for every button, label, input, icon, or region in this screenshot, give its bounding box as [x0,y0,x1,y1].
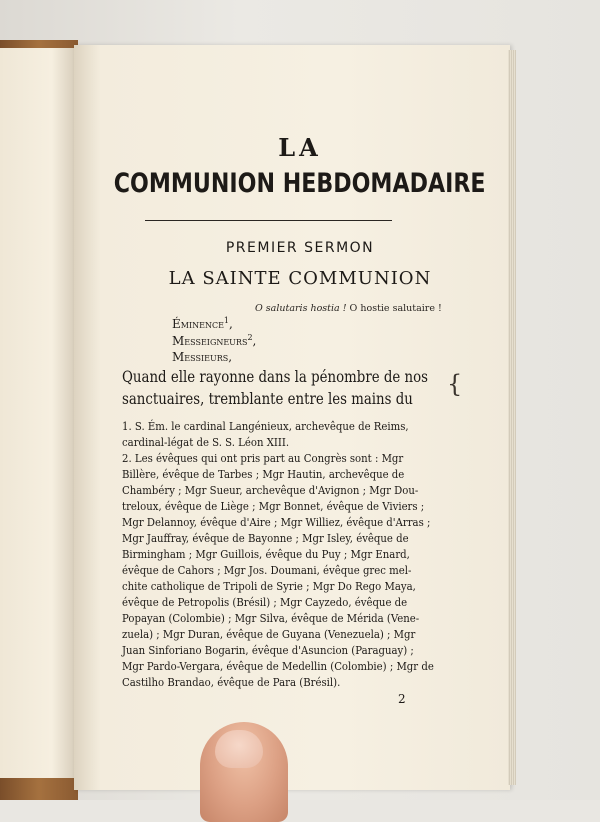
book-title: COMMUNION HEBDOMADAIRE [113,168,486,199]
title-divider [145,220,392,221]
footnote-line: Mgr Jauffray, évêque de Bayonne ; Mgr Isley, évêque de [122,532,409,545]
address-line: Messieurs, [172,350,233,364]
address-line: Messeigneurs$^2$, [172,333,257,348]
address-line: Éminence$^1$, [172,316,233,331]
epigraph-latin: O salutaris hostia ! [255,303,347,314]
footnote-line: Mgr Pardo-Vergara, évêque de Medellin (Colombie) ; Mgr de [122,660,434,673]
footnote-line: évêque de Petropolis (Brésil) ; Mgr Cayzedo, évêque de [122,596,408,609]
footnote-mark: 2 [247,333,253,342]
footnote-line: Chambéry ; Mgr Sueur, archevêque d'Avignon ; Mgr Dou- [122,484,419,497]
thumbnail-nail [215,730,263,768]
continuation-bracket: { [447,370,463,398]
footnote-line: 2. Les évêques qui ont pris part au Congrès sont : Mgr [122,452,404,465]
footnote-line: 1. S. Ém. le cardinal Langénieux, archevêque de Reims, [122,420,409,433]
footnote-line: Billère, évêque de Tarbes ; Mgr Hautin, archevêque de [122,468,405,481]
footnote-line: évêque de Cahors ; Mgr Jos. Doumani, évêque grec mel- [122,564,412,577]
footnote-line: treloux, évêque de Liège ; Mgr Bonnet, évêque de Viviers ; [122,500,425,513]
footnote-line: Popayan (Colombie) ; Mgr Silva, évêque de Mérida (Vene- [122,612,420,625]
footnote-line: Birmingham ; Mgr Guillois, évêque du Puy ; Mgr Enard, [122,548,410,561]
body-text-line: Quand elle rayonne dans la pénombre de nos [122,368,428,386]
page-number: 2 [398,692,406,706]
sermon-label: PREMIER SERMON [225,240,375,256]
footnote-line: Castilho Brandao, évêque de Para (Brésil). [122,676,341,689]
footnote-line: chite catholique de Tripoli de Syrie ; Mgr Do Rego Maya, [122,580,416,593]
footnote-mark: 1 [223,316,230,325]
footnote-line: zuela) ; Mgr Duran, évêque de Guyana (Venezuela) ; Mgr [122,628,416,641]
footnote-line: Juan Sinforiano Bogarin, évêque d'Asuncion (Paraguay) ; [122,644,414,657]
footnote-line: Mgr Delannoy, évêque d'Aire ; Mgr Williez, évêque d'Arras ; [122,516,431,529]
footnote-line: cardinal-légat de S. S. Léon XIII. [122,436,290,449]
title-article: LA [278,133,322,162]
sermon-title: LA SAINTE COMMUNION [168,268,432,289]
body-text-line: sanctuaires, tremblante entre les mains du [122,390,413,408]
epigraph [255,303,442,314]
epigraph-french: O hostie salutaire ! [346,303,442,314]
